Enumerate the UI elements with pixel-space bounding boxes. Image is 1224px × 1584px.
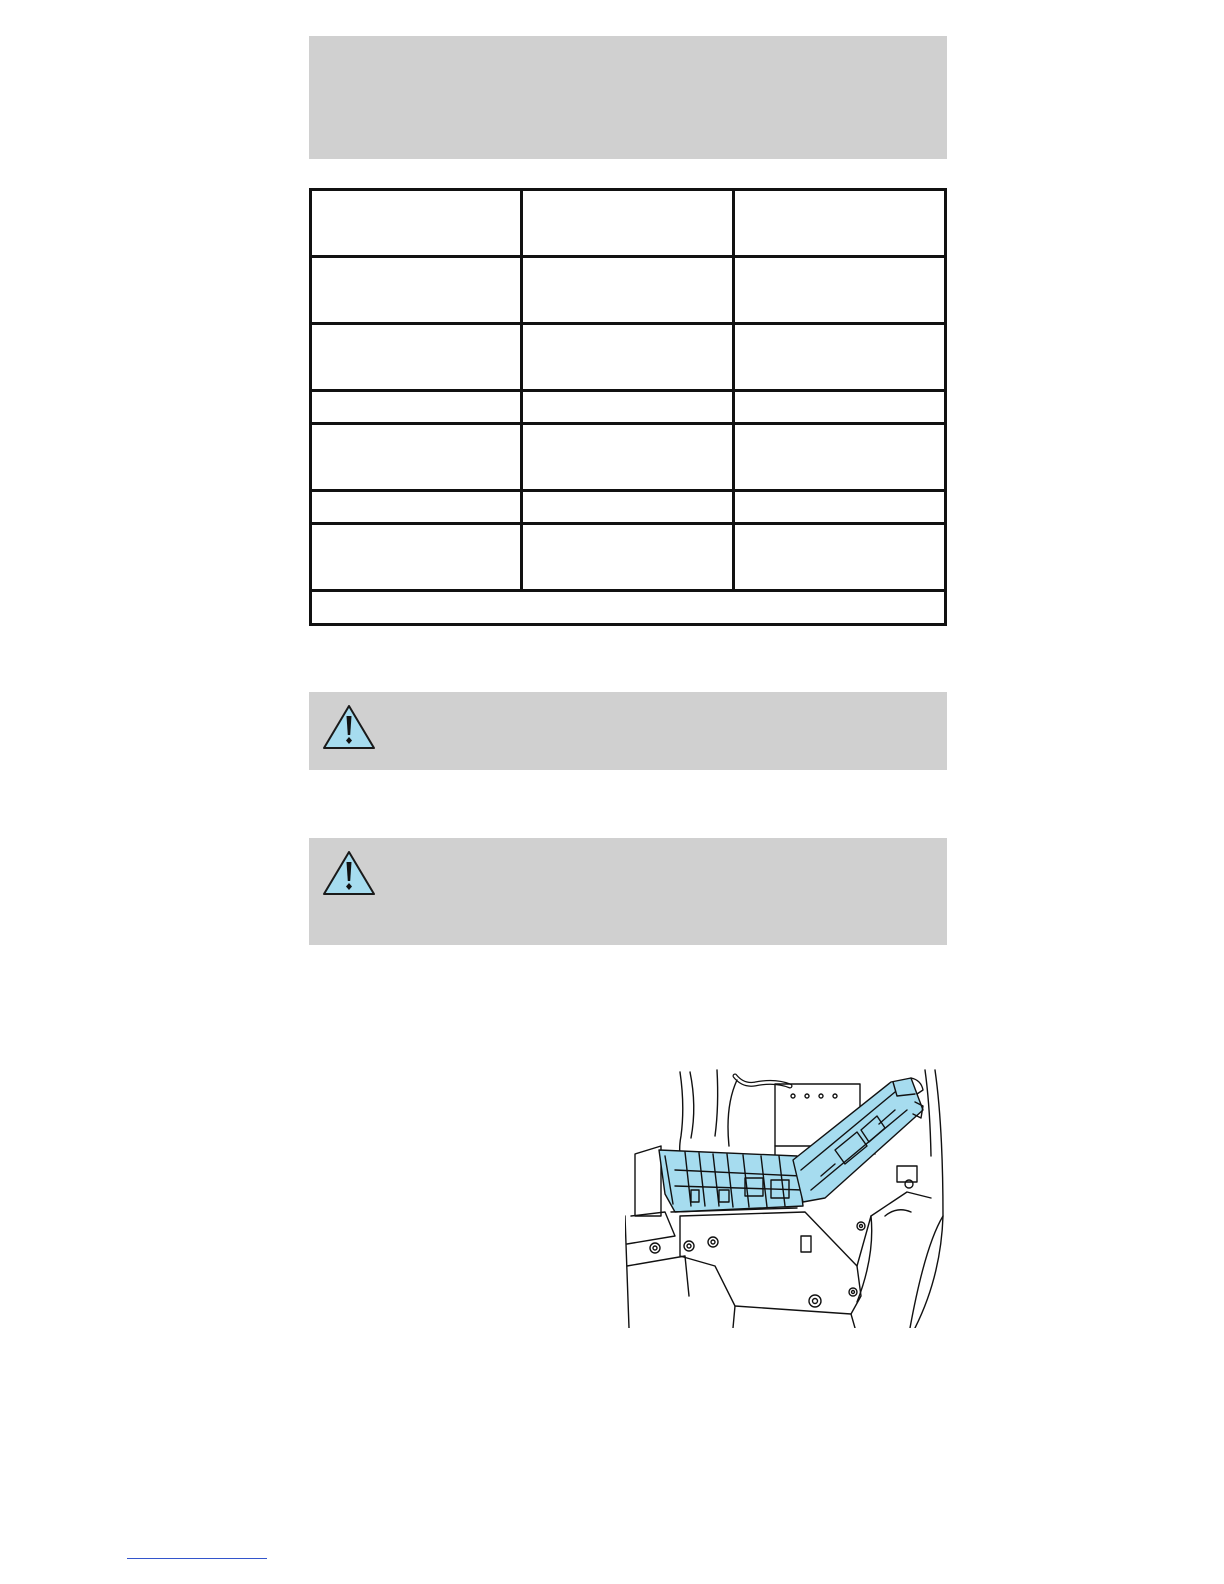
table-cell xyxy=(522,491,733,524)
table-cell xyxy=(311,257,522,324)
warning-box xyxy=(309,838,947,945)
table-cell xyxy=(522,524,733,591)
table-cell xyxy=(733,391,945,424)
table-cell xyxy=(733,524,945,591)
warning-triangle-icon xyxy=(321,702,377,752)
table-row xyxy=(311,190,946,257)
table-cell xyxy=(522,190,733,257)
table-cell xyxy=(311,491,522,524)
table-cell xyxy=(733,424,945,491)
table-cell xyxy=(311,391,522,424)
table-cell xyxy=(522,257,733,324)
table-cell xyxy=(311,524,522,591)
table-cell xyxy=(733,324,945,391)
table-cell xyxy=(311,324,522,391)
table-cell xyxy=(733,257,945,324)
fuse-table xyxy=(309,188,947,626)
table-cell xyxy=(311,190,522,257)
table-row xyxy=(311,424,946,491)
table-cell xyxy=(522,324,733,391)
table-footnote xyxy=(311,591,946,625)
table-row xyxy=(311,524,946,591)
header-band xyxy=(309,36,947,159)
warning-triangle-icon xyxy=(321,848,377,898)
table-cell xyxy=(733,190,945,257)
table-cell xyxy=(522,424,733,491)
table-cell xyxy=(733,491,945,524)
warning-box xyxy=(309,692,947,770)
table-cell xyxy=(522,391,733,424)
table-cell xyxy=(311,424,522,491)
table-row xyxy=(311,391,946,424)
table-row xyxy=(311,491,946,524)
table-row xyxy=(311,257,946,324)
fuse-panel-illustration xyxy=(625,1066,950,1328)
footer-rule xyxy=(127,1558,267,1559)
table-footnote-row xyxy=(311,591,946,625)
table-row xyxy=(311,324,946,391)
